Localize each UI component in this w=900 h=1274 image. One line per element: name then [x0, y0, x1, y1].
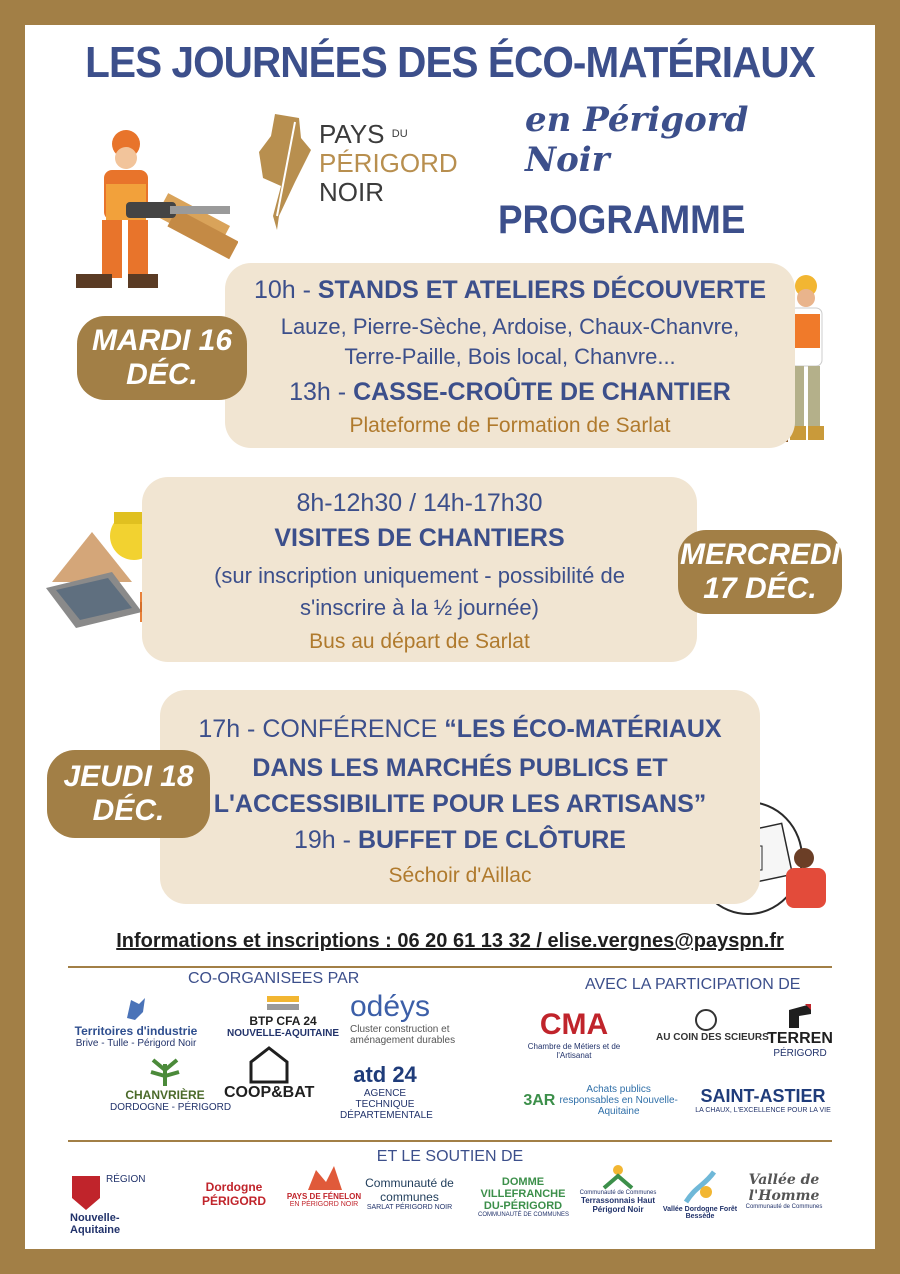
day3-conference-title1: “LES ÉCO-MATÉRIAUX [444, 715, 722, 743]
logo-pays: PAYS [319, 119, 385, 149]
saw-icon [686, 1008, 726, 1032]
day1-time1: 10h - STANDS ET ATELIERS DÉCOUVERTE [253, 276, 767, 304]
logo-noir: NOIR [319, 177, 384, 207]
day3-place: Séchoir d'Aillac [388, 864, 532, 887]
logo-atd24: atd 24 AGENCE TECHNIQUE DÉPARTEMENTALE [340, 1062, 433, 1121]
logo-coopbat: COOP&BAT [224, 1044, 314, 1102]
logo-3ar: 3AR Achats publics responsables en Nouvelle-Aquitaine [523, 1084, 678, 1117]
event-subtitle: en Périgord Noir [525, 100, 749, 180]
rooster-icon [121, 994, 151, 1024]
logo-btp-cfa: BTP CFA 24 NOUVELLE-AQUITAINE [218, 994, 348, 1039]
logo-vallee-de-lhomme: Vallée de l'Homme Communauté de Communes [745, 1172, 823, 1210]
logo-du: DU [391, 128, 408, 140]
logo-domme-villefranche: DOMME VILLEFRANCHE DU-PÉRIGORD COMMUNAUTÉ DE COMMUNES [478, 1176, 569, 1218]
logo-terren: TERREN PÉRIGORD [760, 1002, 840, 1059]
fenelon-mark-icon [304, 1162, 344, 1192]
logo-vallee-dordogne: Vallée Dordogne Forêt Bessède [660, 1166, 740, 1220]
day1-title1: STANDS ET ATELIERS DÉCOUVERTE [317, 276, 767, 304]
day1-badge [77, 316, 247, 400]
logo-perigord: PÉRIGORD [319, 148, 458, 178]
logo-chanvriere: CHANVRIÈRE DORDOGNE - PÉRIGORD [110, 1054, 220, 1113]
terren-mark-icon [785, 1002, 815, 1030]
divider-top [68, 966, 832, 968]
region-shield-icon [70, 1174, 102, 1212]
support-heading: ET LE SOUTIEN DE [376, 1148, 524, 1165]
quill-icon [255, 112, 315, 230]
day3-label-line2: DÉC. [92, 794, 165, 827]
day3-label-line1: JEUDI 18 [63, 760, 194, 793]
figure-icon [598, 1164, 638, 1190]
day2-label-line1: MERCREDI [679, 538, 840, 571]
event-title: LES JOURNÉES DES ÉCO-MATÉRIAUX [85, 38, 815, 87]
logo-pays-de-fenelon: PAYS DE FÉNELON EN PÉRIGORD NOIR [284, 1162, 364, 1208]
day2-title: VISITES DE CHANTIERS [274, 524, 565, 552]
day3-buffet: 19h - BUFFET DE CLÔTURE [294, 826, 626, 854]
logo-terrassonnais: Communauté de Communes Terrassonnais Haut Périgord Noir [578, 1164, 658, 1214]
logo-territoires-industrie: Territoires d'industrie Brive - Tulle - Périgord Noir [66, 994, 206, 1049]
coorg-heading: CO-ORGANISEES PAR [188, 970, 360, 987]
day2-badge [678, 530, 842, 614]
day1-desc-line1: Lauze, Pierre-Sèche, Ardoise, Chaux-Chanvre, [280, 314, 740, 339]
day2-desc-line1: (sur inscription uniquement - possibilité de [214, 563, 625, 588]
logo-dordogne-perigord: Dordogne PÉRIGORD [201, 1180, 266, 1208]
participation-heading: AVEC LA PARTICIPATION DE [585, 976, 801, 993]
logo-saint-astier: SAINT-ASTIER LA CHAUX, L'EXCELLENCE POUR LA VIE [695, 1086, 831, 1114]
worker-chainsaw-illustration [68, 128, 238, 300]
logo-nouvelle-aquitaine: RÉGION Nouvelle-Aquitaine [70, 1174, 146, 1236]
day1-label-line2: DÉC. [126, 358, 198, 391]
logo-odeys: odéys Cluster construction et aménagement durables [350, 990, 456, 1046]
day3-conference-title2: DANS LES MARCHÉS PUBLICS ET [252, 754, 668, 782]
day2-label-line2: 17 DÉC. [703, 572, 817, 605]
logo-cma: CMA Chambre de Métiers et de l'Artisanat [527, 1008, 621, 1060]
pays-perigord-noir-logo [255, 112, 475, 230]
river-mark-icon [680, 1166, 720, 1206]
day3-conference: 17h - CONFÉRENCE “LES ÉCO-MATÉRIAUX [198, 715, 722, 743]
hemp-leaf-icon [145, 1054, 185, 1088]
divider-bottom [68, 1140, 832, 1142]
day2-time: 8h-12h30 / 14h-17h30 [296, 489, 543, 517]
day1-title2: CASSE-CROÛTE DE CHANTIER [353, 378, 731, 406]
house-icon [247, 1044, 291, 1084]
day1-time2: 13h - CASSE-CROÛTE DE CHANTIER [289, 378, 731, 406]
stack-icon [263, 994, 303, 1014]
day2-desc-line2: s'inscrire à la ½ journée) [300, 595, 539, 620]
contact-info-link[interactable]: Informations et inscriptions : 06 20 61 13 32 / elise.vergnes@payspn.fr [116, 930, 784, 952]
day3-conference-title3: L'ACCESSIBILITE POUR LES ARTISANS” [213, 790, 707, 818]
logo-au-coin-des-scieurs: AU COIN DES SCIEURS [656, 1008, 756, 1043]
day1-place: Plateforme de Formation de Sarlat [349, 414, 671, 437]
programme-heading: PROGRAMME [498, 198, 746, 242]
day2-place: Bus au départ de Sarlat [309, 630, 530, 653]
day1-desc-line2: Terre-Paille, Bois local, Chanvre... [344, 344, 676, 369]
day3-buffet-title: BUFFET DE CLÔTURE [357, 826, 626, 854]
logo-cc-sarlat: Communauté de communes SARLAT PÉRIGORD NOIR [365, 1176, 454, 1211]
day1-label-line1: MARDI 16 [91, 324, 233, 357]
